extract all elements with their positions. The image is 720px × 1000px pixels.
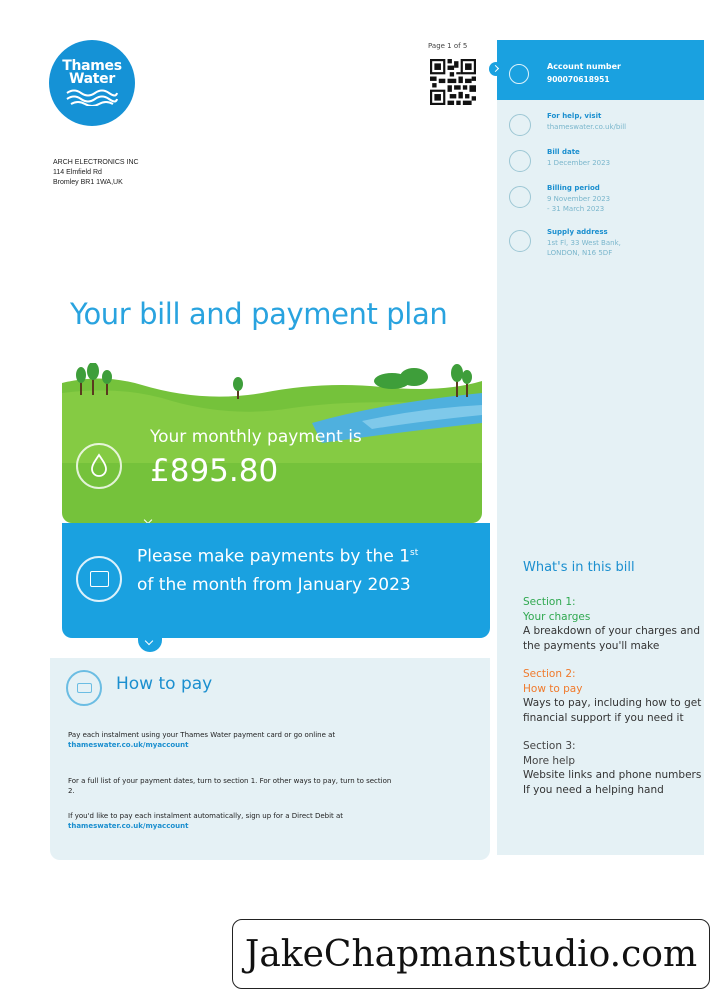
billing-period-title: Billing period [547,184,600,192]
supply-address-line1: 1st Fl, 33 West Bank, [547,239,621,247]
payment-date-ordinal: st [410,548,419,558]
direct-debit-link[interactable]: thameswater.co.uk/myaccount [68,822,189,830]
bill-date-value: 1 December 2023 [547,159,611,167]
how-to-pay-heading: How to pay [116,674,213,694]
water-drop-icon [76,443,122,489]
contents-heading: What's in this bill [523,560,635,575]
account-number-box [497,40,704,100]
recipient-name: ARCH ELECTRONICS INC [53,159,139,166]
logo-text-water: Water [69,71,115,87]
section-3-desc-extra: If you need a helping hand [523,783,664,796]
clock-icon [509,186,531,208]
section-3-number: Section 3: [523,740,576,752]
billing-period-info [497,184,704,224]
section-1-number: Section 1: [523,596,576,608]
calendar-icon [76,556,122,602]
how-to-pay-p3-text: If you'd like to pay each instalment automatically, sign up for a Direct Debit at [68,812,344,820]
section-2-heading: How to pay [523,682,583,695]
monthly-payment-amount: £895.80 [150,453,279,489]
help-info [497,112,704,152]
bill-date-info [497,148,704,188]
how-to-pay-panel [50,658,490,860]
info-sidebar [497,40,704,855]
chevron-down-icon [138,636,162,652]
billing-period-value [547,194,610,214]
supply-address-line2: LONDON, N16 5DF [547,249,613,257]
section-1-heading: Your charges [523,610,591,623]
account-icon [509,64,529,84]
section-3 [523,739,703,797]
watermark-text: JakeChapmanstudio.com [244,933,698,975]
myaccount-link[interactable]: thameswater.co.uk/myaccount [68,741,189,749]
info-icon [509,114,531,136]
billing-period-end: - 31 March 2023 [547,205,605,213]
section-2 [523,667,703,725]
how-to-pay-p2: For a full list of your payment dates, turn to section 1. For other ways to pay, turn to section 2. [68,777,392,795]
account-number-value: 900070618951 [547,75,610,84]
section-3-heading: More help [523,754,576,767]
payment-card-icon [66,670,102,706]
payment-date-text-b: of the month from January 2023 [137,574,411,595]
how-to-pay-p1 [68,730,398,750]
section-2-number: Section 2: [523,668,576,680]
thames-water-logo [49,40,135,126]
home-icon [509,230,531,252]
recipient-street: 114 Elmfield Rd [53,169,102,176]
section-1 [523,595,703,653]
monthly-payment-panel [62,363,482,523]
payment-date-text-a: Please make payments by the 1 [137,546,411,567]
how-to-pay-p3 [68,811,398,831]
watermark-box [232,919,710,989]
section-2-desc: Ways to pay, including how to get financial support if you need it [523,697,702,724]
supply-address-info [497,228,704,268]
page-title: Your bill and payment plan [70,297,448,331]
supply-address-title: Supply address [547,228,608,236]
account-number-label: Account number [547,62,621,71]
section-3-desc: Website links and phone numbers [523,769,702,781]
monthly-payment-label: Your monthly payment is [150,427,362,447]
recipient-city: Bromley BR1 1WA,UK [53,179,123,186]
help-link[interactable]: thameswater.co.uk/bill [547,123,627,131]
section-1-desc: A breakdown of your charges and the payments you'll make [523,625,701,652]
wave-icon [65,88,119,106]
logo-text-thames: Thames [62,58,122,74]
bill-contents [523,560,703,811]
page-number: Page 1 of 5 [428,42,468,50]
supply-address-value [547,238,621,258]
bill-date-title: Bill date [547,148,580,156]
qr-code [430,59,476,105]
how-to-pay-p1-text: Pay each instalment using your Thames Water payment card or go online at [68,731,336,739]
payment-date-text [137,539,482,599]
calendar-icon [509,150,531,172]
chevron-right-icon [489,62,503,76]
recipient-address [53,158,139,188]
payment-date-panel [62,523,490,638]
landscape-illustration [62,363,482,463]
billing-period-start: 9 November 2023 [547,195,611,203]
help-title: For help, visit [547,112,602,120]
